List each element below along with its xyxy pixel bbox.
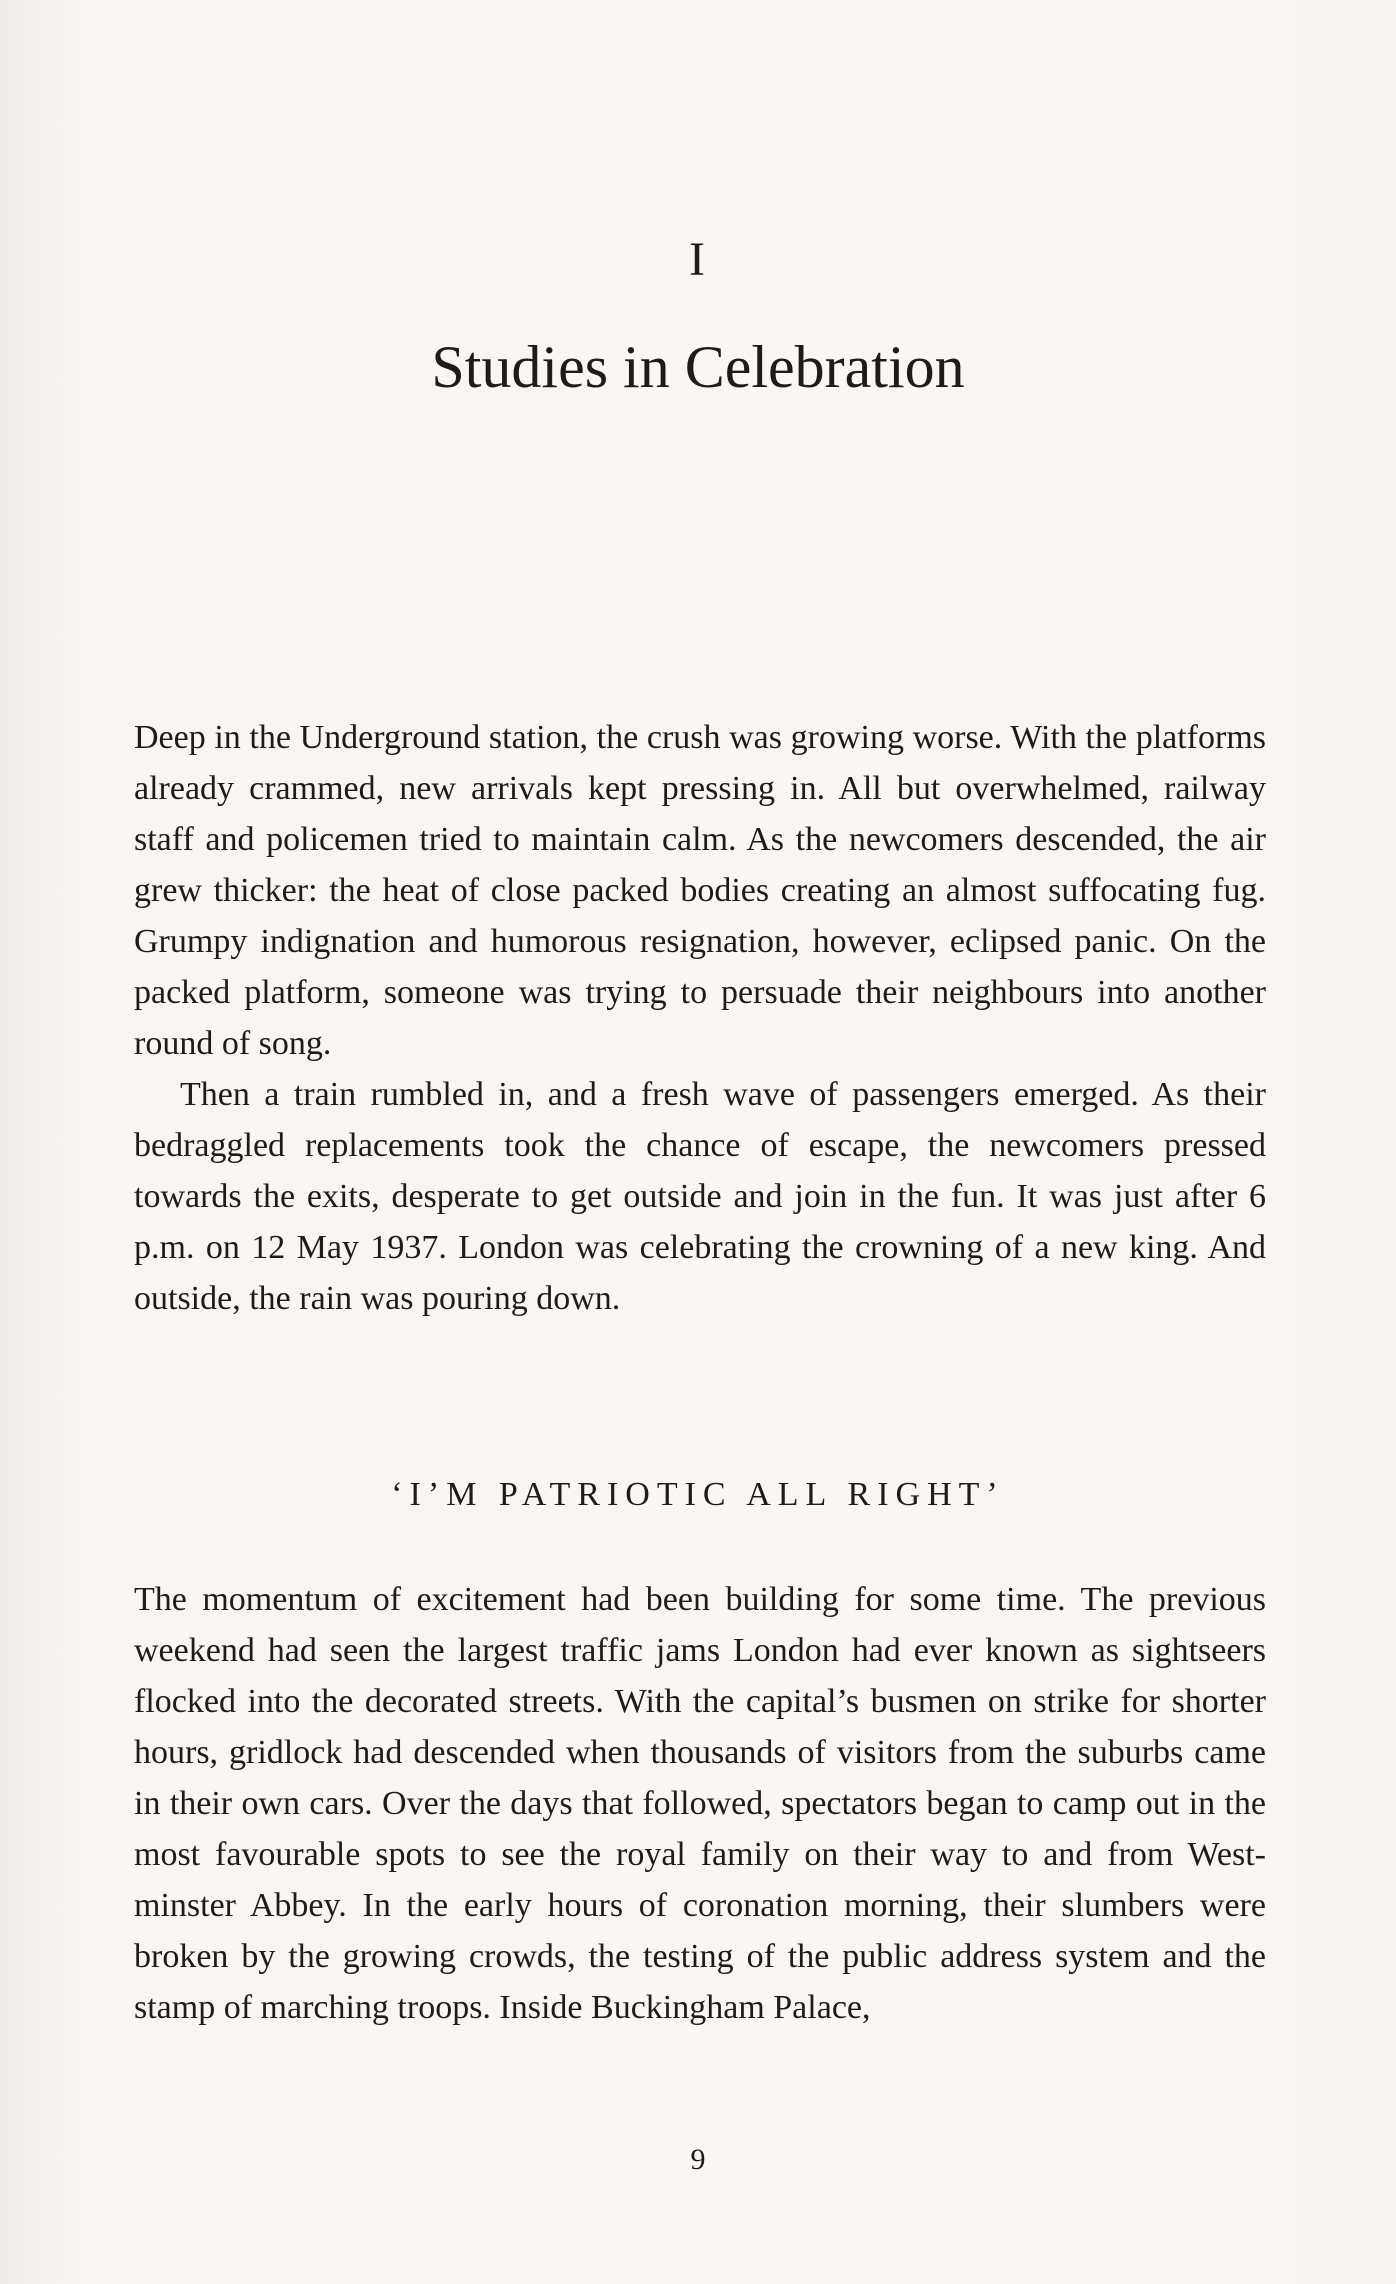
opening-section <box>134 712 1266 1324</box>
chapter-title: Studies in Celebration <box>431 334 965 400</box>
paragraph: Then a train rumbled in, and a fresh wave of passengers emerged. As their bedraggled replacements took the chance of escape, the newcomers pressed towards the exits, desperate to get outside and join in the fun. It was just after 6 p.m. on 12 May 1937. London was celebrating the crowning of a new king. And outside, the rain was pouring down. <box>134 1076 1266 1317</box>
paragraph: The momentum of excitement had been building for some time. The previous weekend had seen the largest traffic jams London had ever known as sightseers flocked into the decorated streets. With the capital’s busmen on strike for shorter hours, gridlock had descended when thousands of visitors from the suburbs came in their own cars. Over the days that followed, spectators began to camp out in the most favourable spots to see the royal family on their way to and from Westminster Abbey. In the early hours of coronation morning, their slumbers were broken by the growing crowds, the testing of the public address system and the stamp of marching troops. Inside Buckingham Palace, <box>134 1581 1266 2026</box>
section-heading: ‘I’M PATRIOTIC ALL RIGHT’ <box>391 1476 1005 1513</box>
paragraph: Deep in the Underground station, the crush was growing worse. With the platforms already crammed, new arrivals kept pressing in. All but overwhelmed, railway staff and policemen tried to maintain calm. As the newcomers descended, the air grew thicker: the heat of close packed bodies creating an almost suffocating fug. Grumpy indignation and humorous resignation, however, eclipsed panic. On the packed platform, someone was trying to persuade their neighbours into another round of song. <box>134 719 1266 1062</box>
page-number: 9 <box>690 2143 706 2176</box>
section-body <box>134 1574 1266 2033</box>
chapter-number: I <box>689 233 707 286</box>
